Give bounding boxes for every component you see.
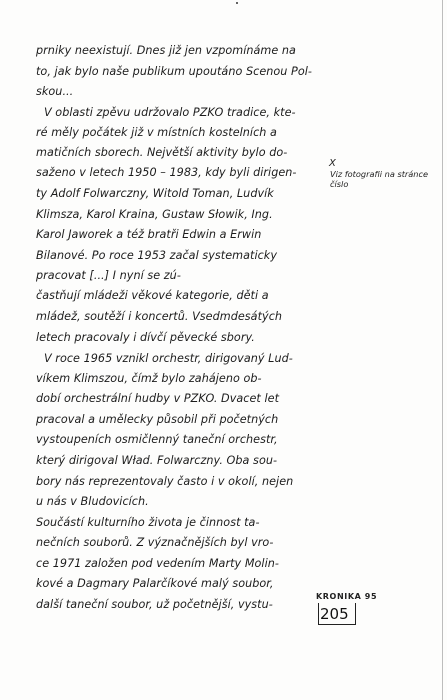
text-line: dobí orchestrální hudby v PZKO. Dvacet let <box>36 392 280 405</box>
text-line: Karol Jaworek a též bratři Edwin a Erwin <box>36 228 262 241</box>
chronicle-stamp <box>314 592 399 627</box>
text-line: matičních sborech. Největší aktivity bylo do- <box>36 146 288 159</box>
text-line: který dirigoval Wład. Folwarczny. Oba sou- <box>36 454 278 467</box>
text-line: bory nás reprezentovaly často i v okolí, nejen <box>36 475 294 488</box>
text-line: letech pracovaly i dívčí pěvecké sbory. <box>36 331 255 344</box>
stamp-label: KRONIKA 95 <box>316 592 378 601</box>
text-line: saženo v letech 1950 – 1983, kdy byli dirigen- <box>36 166 297 179</box>
text-line: pracoval a umělecky působil při početných <box>36 413 279 426</box>
text-line: Bilanové. Po roce 1953 začal systematicky <box>36 249 278 262</box>
text-line: nečních souborů. Z význačnějších byl vro- <box>36 536 274 549</box>
cross-mark-icon: X <box>329 158 336 169</box>
text-line: Součástí kulturního života je činnost ta- <box>36 516 260 529</box>
text-line: to, jak bylo naše publikum upoutáno Scenou Pol- <box>36 65 312 78</box>
text-line: V oblasti zpěvu udržovalo PZKO tradice, kte- <box>44 106 296 119</box>
text-line: kové a Dagmary Palarčíkové malý soubor, <box>36 577 274 590</box>
text-line: pracovat [...] I nyní se zú- <box>36 269 181 282</box>
margin-note <box>330 169 428 189</box>
margin-note-line: Viz fotografii na stránce <box>330 169 429 179</box>
text-line: V roce 1965 vznikl orchestr, dirigovaný Lud- <box>44 352 293 365</box>
text-line: prniky neexistují. Dnes již jen vzpomínáme na <box>36 44 296 57</box>
margin-note-line: číslo <box>330 179 349 189</box>
text-line: vystoupeních osmičlenný taneční orchestr, <box>36 433 278 446</box>
text-line: víkem Klimszou, čímž bylo zahájeno ob- <box>36 372 262 385</box>
text-line: mládež, soutěží i koncertů. Vsedmdesátých <box>36 310 283 323</box>
text-line: častňují mládeži věkové kategorie, děti a <box>36 289 269 302</box>
text-line: ce 1971 založen pod vedením Marty Molin- <box>36 557 279 570</box>
text-line: další taneční soubor, už početnější, vystu- <box>36 598 273 611</box>
text-line: u nás v Bludovicích. <box>36 495 149 508</box>
text-line: skou... <box>36 85 74 98</box>
page-number: 205 <box>320 605 349 623</box>
text-line: ty Adolf Folwarczny, Witold Toman, Ludvík <box>36 187 274 200</box>
text-line: ré měly počátek již v místních kostelních a <box>36 126 277 139</box>
text-line: Klimsza, Karol Kraina, Gustaw Słowik, Ing. <box>36 208 273 221</box>
